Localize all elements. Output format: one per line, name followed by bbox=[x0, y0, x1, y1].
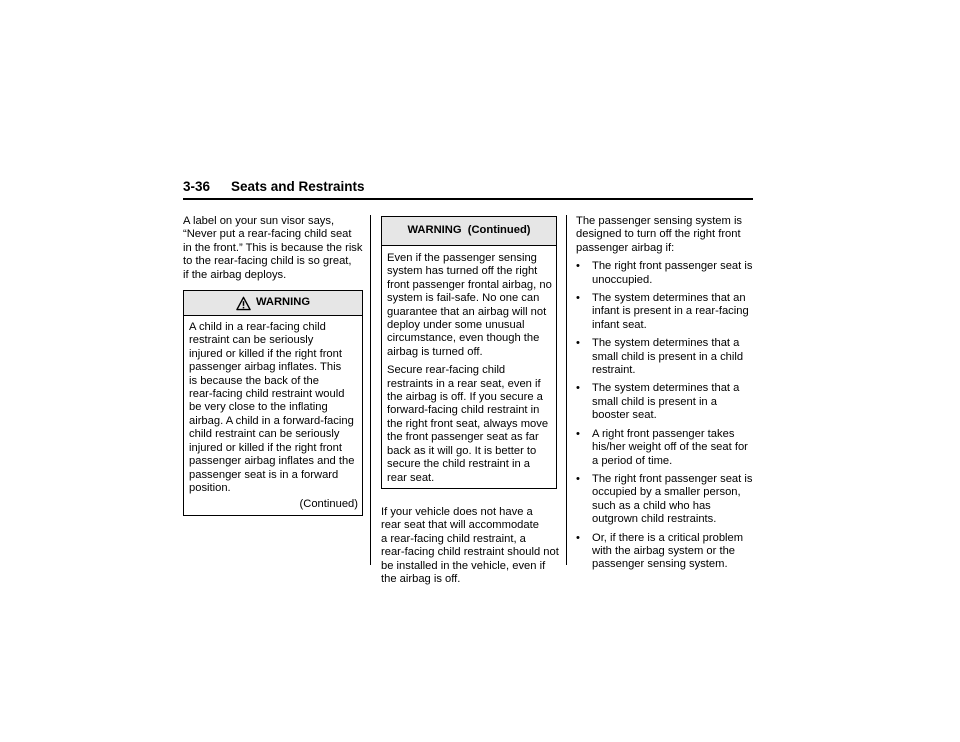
text-line: a rear-facing child restraint, a bbox=[381, 532, 526, 545]
bullet: • bbox=[576, 337, 580, 350]
section-title: Seats and Restraints bbox=[231, 179, 365, 194]
text-line: front passenger frontal airbag, no bbox=[387, 278, 552, 291]
intro-paragraph bbox=[576, 215, 753, 255]
page-number: 3-36 bbox=[183, 179, 211, 194]
text-line: booster seat. bbox=[592, 409, 657, 422]
text-line: “Never put a rear-facing child seat bbox=[183, 228, 352, 241]
text-line: with the airbag system or the bbox=[592, 544, 736, 557]
column-right bbox=[576, 215, 753, 577]
text-line: passenger airbag inflates. This bbox=[189, 361, 342, 374]
text-line: restraints in a rear seat, even if bbox=[387, 377, 541, 390]
text-line: Even if the passenger sensing bbox=[387, 252, 537, 264]
warning-header bbox=[382, 217, 556, 246]
text-line: The system determines that an bbox=[592, 292, 746, 305]
warning-triangle-icon bbox=[236, 296, 251, 311]
text-line: be very close to the inflating bbox=[189, 401, 328, 414]
text-line: passenger airbag inflates and the bbox=[189, 455, 355, 468]
text-line: back as it will go. It is better to bbox=[387, 444, 537, 457]
text-line: outgrown child restraints. bbox=[592, 513, 717, 526]
column-middle bbox=[381, 216, 557, 586]
text-line: small child is present in a bbox=[592, 395, 717, 408]
text-line: to the rear-facing child is so great, bbox=[183, 255, 352, 268]
warning-paragraph bbox=[387, 252, 552, 359]
continued-label: (Continued) bbox=[299, 498, 358, 511]
text-line: A label on your sun visor says, bbox=[183, 215, 335, 227]
condition-list bbox=[576, 260, 753, 572]
text-line: The system determines that a bbox=[592, 382, 740, 395]
list-item bbox=[576, 532, 753, 572]
text-line: rear-facing child restraint would bbox=[189, 388, 345, 401]
warning-body bbox=[184, 316, 362, 515]
text-line: deploy under some unusual bbox=[387, 319, 525, 332]
warning-box-continued bbox=[381, 216, 557, 489]
text-line: a period of time. bbox=[592, 454, 673, 467]
list-item bbox=[576, 428, 753, 468]
text-line: airbag. A child in a forward-facing bbox=[189, 414, 354, 427]
text-line: circumstance, even though the bbox=[387, 332, 540, 345]
text-line: the airbag is off. If you secure a bbox=[387, 391, 543, 404]
text-line: restraint can be seriously bbox=[189, 334, 314, 347]
text-line: if the airbag deploys. bbox=[183, 268, 287, 281]
text-line: Secure rear-facing child bbox=[387, 364, 506, 377]
warning-paragraph bbox=[387, 364, 552, 485]
bullet: • bbox=[576, 292, 580, 305]
warning-header bbox=[184, 291, 362, 316]
column-divider bbox=[566, 215, 567, 565]
bullet: • bbox=[576, 382, 580, 395]
list-item bbox=[576, 260, 753, 287]
text-line: The passenger sensing system is bbox=[576, 215, 743, 227]
text-line: The system determines that a bbox=[592, 337, 740, 350]
column-divider bbox=[370, 215, 371, 565]
text-line: airbag is turned off. bbox=[387, 345, 483, 358]
bullet: • bbox=[576, 531, 580, 544]
text-line: the airbag is off. bbox=[381, 572, 461, 585]
text-line: restraint. bbox=[592, 364, 636, 377]
text-line: rear seat. bbox=[387, 471, 435, 484]
text-line: such as a child who has bbox=[592, 499, 711, 512]
text-line: passenger sensing system. bbox=[592, 558, 728, 571]
text-line: The right front passenger seat is bbox=[592, 260, 753, 273]
text-line: be installed in the vehicle, even if bbox=[381, 559, 546, 572]
text-line: A child in a rear-facing child bbox=[189, 321, 326, 334]
text-line: If your vehicle does not have a bbox=[381, 505, 533, 518]
text-line: is because the back of the bbox=[189, 374, 319, 387]
warning-body bbox=[382, 246, 556, 488]
text-line: The right front passenger seat is bbox=[592, 472, 753, 485]
text-line: occupied by a smaller person, bbox=[592, 486, 741, 499]
list-item bbox=[576, 292, 753, 332]
text-line: injured or killed if the right front bbox=[189, 347, 342, 360]
text-line: in the front.” This is because the risk bbox=[183, 241, 363, 254]
list-item bbox=[576, 382, 753, 422]
text-line: designed to turn off the right front bbox=[576, 228, 741, 241]
warning-box bbox=[183, 290, 363, 516]
text-line: passenger seat is in a forward bbox=[189, 468, 339, 481]
text-line: child restraint can be seriously bbox=[189, 428, 340, 441]
warning-title: WARNING bbox=[255, 296, 311, 309]
text-line: infant seat. bbox=[592, 318, 647, 331]
intro-paragraph bbox=[183, 215, 363, 282]
text-line: infant is present in a rear-facing bbox=[592, 305, 749, 318]
text-line: unoccupied. bbox=[592, 273, 653, 286]
warning-title: WARNING (Continued) bbox=[407, 224, 531, 237]
text-line: small child is present in a child bbox=[592, 350, 744, 363]
text-line: his/her weight off of the seat for bbox=[592, 441, 748, 454]
text-line: Or, if there is a critical problem bbox=[592, 531, 744, 544]
text-line: the right front seat, always move bbox=[387, 417, 549, 430]
bullet: • bbox=[576, 427, 580, 440]
body-paragraph bbox=[381, 506, 557, 586]
text-line: position. bbox=[189, 481, 231, 494]
text-line: A right front passenger takes bbox=[592, 427, 735, 440]
bullet: • bbox=[576, 260, 580, 273]
list-item bbox=[576, 337, 753, 377]
text-line: secure the child restraint in a bbox=[387, 458, 531, 471]
list-item bbox=[576, 473, 753, 527]
text-line: injured or killed if the right front bbox=[189, 441, 342, 454]
text-line: system is fail-safe. No one can bbox=[387, 292, 540, 305]
column-left bbox=[183, 215, 363, 516]
text-line: system has turned off the right bbox=[387, 265, 538, 278]
text-line: passenger airbag if: bbox=[576, 241, 675, 254]
text-line: rear seat that will accommodate bbox=[381, 519, 539, 532]
text-line: the front passenger seat as far bbox=[387, 431, 539, 444]
page-header bbox=[183, 179, 753, 200]
text-line: forward-facing child restraint in bbox=[387, 404, 540, 417]
bullet: • bbox=[576, 472, 580, 485]
text-line: guarantee that an airbag will not bbox=[387, 305, 547, 318]
text-line: rear-facing child restraint should not bbox=[381, 546, 559, 559]
